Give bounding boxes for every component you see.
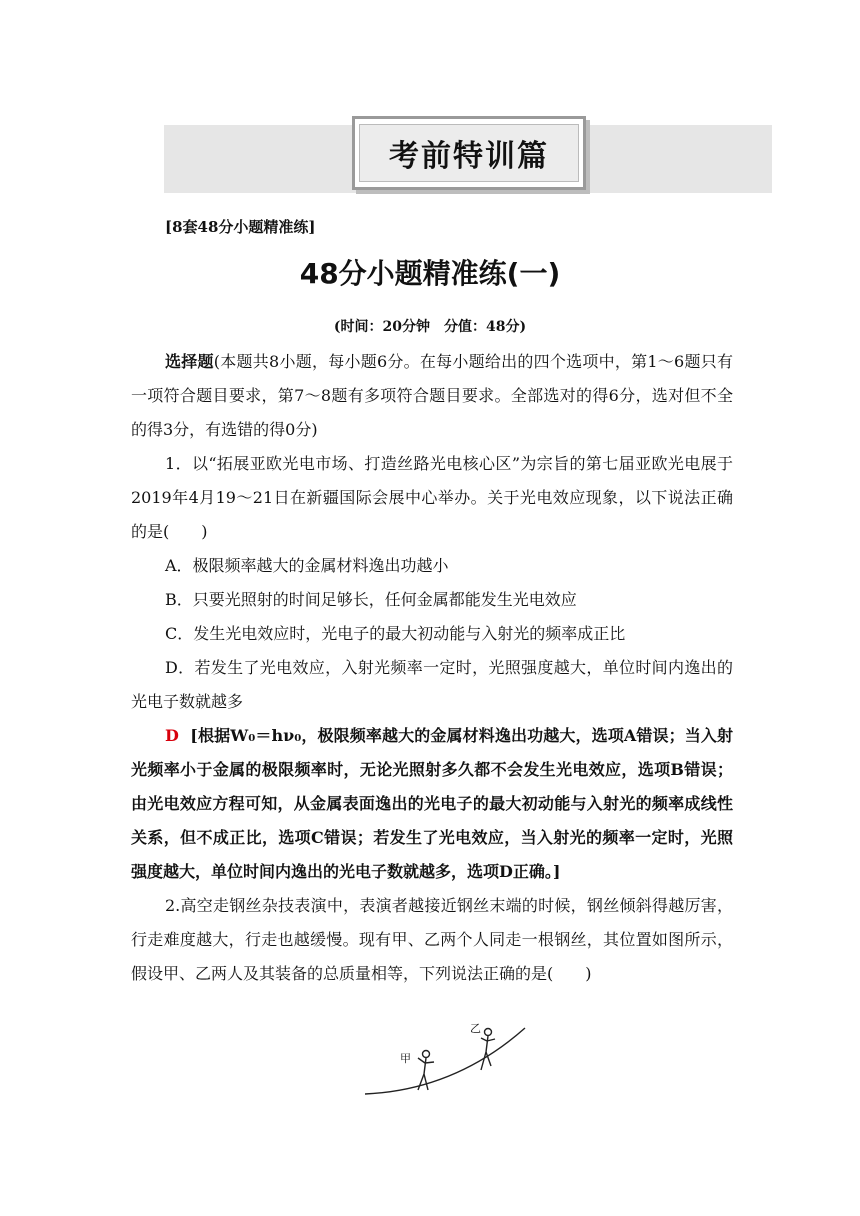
exam-title: 48分小题精准练(一) (299, 257, 561, 290)
question-1-option-b: B．只要光照射的时间足够长，任何金属都能发生光电效应 (165, 590, 577, 609)
exam-meta: (时间：20分钟 分值：48分) (333, 319, 527, 335)
series-label: [8套48分小题精准练] (165, 218, 316, 236)
section-banner (352, 116, 586, 190)
question-1-analysis: D [根据W₀＝hν₀，极限频率越大的金属材料逸出功越大，选项A错误；当入射光频率小于金属的极限频率时，无论光照射多久都不会发生光电效应，选项B错误；由光电效应方程可知，从金属表面逸出的光电子的最大初动能与入射光的频率成线性关系，但不成正比，选项C错误；若发生了光电效应，当入射光的频率一定时，光照强度越大，单位时间内逸出的光电子数就越多，选项D正确。] (131, 726, 733, 881)
question-1-answer: D (165, 726, 179, 745)
banner-label: 考前特训篇 (359, 124, 579, 182)
exam-content (131, 345, 733, 991)
question-2-stem: 2.高空走钢丝杂技表演中，表演者越接近钢丝末端的时候，钢丝倾斜得越厉害，行走难度越大，行走也越缓慢。现有甲、乙两个人同走一根钢丝，其位置如图所示，假设甲、乙两人及其装备的总质量相等，下列说法正确的是( ) (131, 896, 733, 983)
question-1-stem: 1．以“拓展亚欧光电市场、打造丝路光电核心区”为宗旨的第七届亚欧光电展于2019年4月19～21日在新疆国际会展中心举办。关于光电效应现象，以下说法正确的是( ) (131, 454, 733, 541)
section-heading: 选择题 (165, 352, 214, 371)
question-1-option-a: A．极限频率越大的金属材料逸出功越小 (165, 556, 449, 575)
label-yi: 乙 (470, 1022, 481, 1035)
person-jia (418, 1051, 434, 1091)
section-instructions: 选择题(本题共8小题，每小题6分。在每小题给出的四个选项中，第1～6题只有一项符合题目要求，第7～8题有多项符合题目要求。全部选对的得6分，选对但不全的得3分，有选错的得0分) (131, 352, 733, 439)
question-1-option-d: D．若发生了光电效应，入射光频率一定时，光照强度越大，单位时间内逸出的光电子数就越多 (131, 658, 733, 711)
person-yi (481, 1029, 495, 1071)
tightrope-figure (360, 1018, 530, 1100)
wire-curve (365, 1028, 525, 1094)
question-1-option-c: C．发生光电效应时，光电子的最大初动能与入射光的频率成正比 (165, 624, 626, 643)
label-jia: 甲 (400, 1052, 411, 1065)
